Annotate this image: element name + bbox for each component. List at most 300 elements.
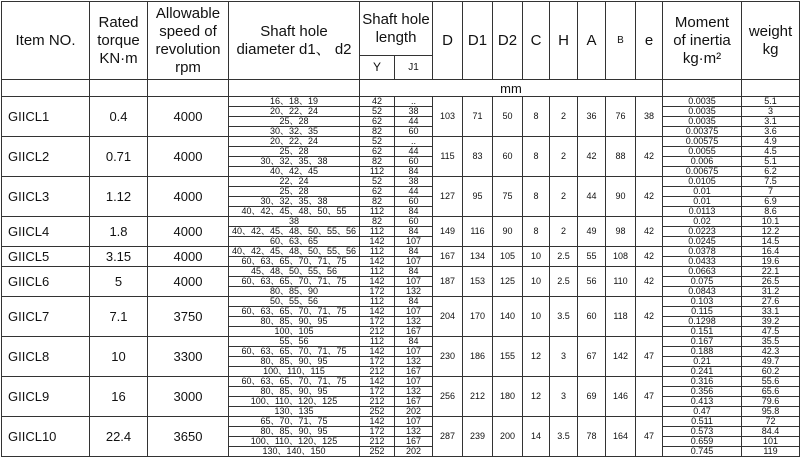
length-y: 142 bbox=[360, 417, 395, 427]
dim-d: 187 bbox=[433, 267, 463, 297]
dim-a: 49 bbox=[578, 217, 606, 247]
shaft-hole-diameter: 60、63、65、70、71、75 bbox=[229, 257, 360, 267]
moment-of-inertia: 0.0245 bbox=[663, 237, 742, 247]
header-rated-torque: Rated torque KN·m bbox=[90, 2, 148, 80]
dim-a: 56 bbox=[578, 267, 606, 297]
moment-of-inertia: 0.01 bbox=[663, 187, 742, 197]
weight: 95.8 bbox=[742, 407, 800, 417]
moment-of-inertia: 0.0843 bbox=[663, 287, 742, 297]
shaft-hole-diameter: 80、85、90、95 bbox=[229, 427, 360, 437]
shaft-hole-diameter: 25、28 bbox=[229, 117, 360, 127]
moment-of-inertia: 0.0035 bbox=[663, 117, 742, 127]
length-y: 112 bbox=[360, 167, 395, 177]
coupling-spec-table bbox=[1, 1, 800, 457]
dim-e: 42 bbox=[636, 177, 663, 217]
moment-of-inertia: 0.167 bbox=[663, 337, 742, 347]
moment-of-inertia: 0.115 bbox=[663, 307, 742, 317]
length-j1: .. bbox=[395, 137, 433, 147]
shaft-hole-diameter: 60、63、65、70、71、75 bbox=[229, 277, 360, 287]
length-j1: 107 bbox=[395, 347, 433, 357]
length-j1: 84 bbox=[395, 297, 433, 307]
weight: 5.1 bbox=[742, 97, 800, 107]
moment-of-inertia: 0.00375 bbox=[663, 127, 742, 137]
dim-e: 38 bbox=[636, 97, 663, 137]
dim-d: 287 bbox=[433, 417, 463, 457]
dim-h: 2.5 bbox=[550, 247, 578, 267]
header-A: A bbox=[578, 2, 606, 80]
moment-of-inertia: 0.413 bbox=[663, 397, 742, 407]
length-y: 112 bbox=[360, 227, 395, 237]
weight: 6.2 bbox=[742, 167, 800, 177]
dim-d1: 134 bbox=[463, 247, 493, 267]
shaft-hole-diameter: 80、85、90、95 bbox=[229, 317, 360, 327]
moment-of-inertia: 0.00575 bbox=[663, 137, 742, 147]
dim-d2: 125 bbox=[493, 267, 523, 297]
allowable-speed: 4000 bbox=[148, 177, 229, 217]
weight: 8.6 bbox=[742, 207, 800, 217]
dim-a: 78 bbox=[578, 417, 606, 457]
dim-c: 8 bbox=[523, 97, 550, 137]
shaft-hole-diameter: 80、85、90 bbox=[229, 287, 360, 297]
length-y: 212 bbox=[360, 367, 395, 377]
dim-h: 2 bbox=[550, 97, 578, 137]
length-j1: 84 bbox=[395, 207, 433, 217]
dim-d1: 170 bbox=[463, 297, 493, 337]
length-y: 142 bbox=[360, 277, 395, 287]
length-j1: 107 bbox=[395, 377, 433, 387]
length-j1: 107 bbox=[395, 257, 433, 267]
dim-c: 8 bbox=[523, 177, 550, 217]
weight: 5.1 bbox=[742, 157, 800, 167]
length-j1: 107 bbox=[395, 277, 433, 287]
dim-d: 149 bbox=[433, 217, 463, 247]
shaft-hole-diameter: 60、63、65 bbox=[229, 237, 360, 247]
moment-of-inertia: 0.0055 bbox=[663, 147, 742, 157]
dim-d2: 75 bbox=[493, 177, 523, 217]
moment-of-inertia: 0.0105 bbox=[663, 177, 742, 187]
rated-torque: 22.4 bbox=[90, 417, 148, 457]
dim-d: 204 bbox=[433, 297, 463, 337]
header-D1: D1 bbox=[463, 2, 493, 80]
weight: 16.4 bbox=[742, 247, 800, 257]
moment-of-inertia: 0.00675 bbox=[663, 167, 742, 177]
shaft-hole-diameter: 80、85、90、95 bbox=[229, 357, 360, 367]
length-y: 142 bbox=[360, 347, 395, 357]
moment-of-inertia: 0.103 bbox=[663, 297, 742, 307]
table-row bbox=[2, 297, 800, 307]
weight: 39.2 bbox=[742, 317, 800, 327]
dim-c: 10 bbox=[523, 247, 550, 267]
dim-a: 36 bbox=[578, 97, 606, 137]
length-j1: 167 bbox=[395, 397, 433, 407]
dim-e: 42 bbox=[636, 137, 663, 177]
dim-a: 42 bbox=[578, 137, 606, 177]
dim-e: 47 bbox=[636, 337, 663, 377]
shaft-hole-diameter: 45、48、50、55、56 bbox=[229, 267, 360, 277]
length-j1: 132 bbox=[395, 387, 433, 397]
length-j1: 60 bbox=[395, 217, 433, 227]
item-number: GIICL10 bbox=[2, 417, 90, 457]
length-j1: 202 bbox=[395, 407, 433, 417]
shaft-hole-diameter: 60、63、65、70、71、75 bbox=[229, 307, 360, 317]
length-y: 82 bbox=[360, 197, 395, 207]
length-y: 82 bbox=[360, 157, 395, 167]
weight: 26.5 bbox=[742, 277, 800, 287]
item-number: GIICL1 bbox=[2, 97, 90, 137]
dim-e: 42 bbox=[636, 217, 663, 247]
dim-h: 3.5 bbox=[550, 417, 578, 457]
length-j1: 167 bbox=[395, 367, 433, 377]
length-y: 172 bbox=[360, 387, 395, 397]
weight: 79.6 bbox=[742, 397, 800, 407]
length-j1: 38 bbox=[395, 177, 433, 187]
dim-h: 3 bbox=[550, 377, 578, 417]
weight: 7.5 bbox=[742, 177, 800, 187]
length-y: 172 bbox=[360, 317, 395, 327]
header-shaft-hole-diameter: Shaft hole diameter d1、 d2 bbox=[229, 2, 360, 80]
weight: 4.5 bbox=[742, 147, 800, 157]
length-j1: 44 bbox=[395, 147, 433, 157]
shaft-hole-diameter: 100、110、120、125 bbox=[229, 437, 360, 447]
dim-d2: 200 bbox=[493, 417, 523, 457]
rated-torque: 5 bbox=[90, 267, 148, 297]
shaft-hole-diameter: 100、110、115 bbox=[229, 367, 360, 377]
dim-b: 110 bbox=[606, 267, 636, 297]
shaft-hole-diameter: 40、42、45、48、50、55 bbox=[229, 207, 360, 217]
dim-b: 76 bbox=[606, 97, 636, 137]
dim-c: 10 bbox=[523, 267, 550, 297]
allowable-speed: 4000 bbox=[148, 137, 229, 177]
header-allowable-speed: Allowable speed of revolution rpm bbox=[148, 2, 229, 80]
dim-d: 115 bbox=[433, 137, 463, 177]
allowable-speed: 4000 bbox=[148, 217, 229, 247]
header-weight: weight kg bbox=[742, 2, 800, 80]
dim-a: 67 bbox=[578, 337, 606, 377]
dim-e: 42 bbox=[636, 267, 663, 297]
item-number: GIICL5 bbox=[2, 247, 90, 267]
moment-of-inertia: 0.573 bbox=[663, 427, 742, 437]
weight: 4.9 bbox=[742, 137, 800, 147]
moment-of-inertia: 0.188 bbox=[663, 347, 742, 357]
allowable-speed: 3000 bbox=[148, 377, 229, 417]
header-D: D bbox=[433, 2, 463, 80]
dim-b: 164 bbox=[606, 417, 636, 457]
shaft-hole-diameter: 55、56 bbox=[229, 337, 360, 347]
rated-torque: 7.1 bbox=[90, 297, 148, 337]
moment-of-inertia: 0.47 bbox=[663, 407, 742, 417]
length-y: 212 bbox=[360, 397, 395, 407]
length-y: 212 bbox=[360, 327, 395, 337]
header-C: C bbox=[523, 2, 550, 80]
weight: 65.6 bbox=[742, 387, 800, 397]
length-j1: 84 bbox=[395, 337, 433, 347]
moment-of-inertia: 0.356 bbox=[663, 387, 742, 397]
length-j1: 132 bbox=[395, 317, 433, 327]
table-row bbox=[2, 267, 800, 277]
dim-d: 127 bbox=[433, 177, 463, 217]
shaft-hole-diameter: 38 bbox=[229, 217, 360, 227]
length-y: 112 bbox=[360, 207, 395, 217]
weight: 6.9 bbox=[742, 197, 800, 207]
moment-of-inertia: 0.0113 bbox=[663, 207, 742, 217]
moment-of-inertia: 0.511 bbox=[663, 417, 742, 427]
rated-torque: 16 bbox=[90, 377, 148, 417]
header-e: e bbox=[636, 2, 663, 80]
weight: 47.5 bbox=[742, 327, 800, 337]
allowable-speed: 4000 bbox=[148, 247, 229, 267]
allowable-speed: 4000 bbox=[148, 267, 229, 297]
weight: 3.1 bbox=[742, 117, 800, 127]
moment-of-inertia: 0.0223 bbox=[663, 227, 742, 237]
shaft-hole-diameter: 100、110、120、125 bbox=[229, 397, 360, 407]
header-item-no: Item NO. bbox=[2, 2, 90, 80]
length-j1: 132 bbox=[395, 287, 433, 297]
dim-d1: 116 bbox=[463, 217, 493, 247]
weight: 55.6 bbox=[742, 377, 800, 387]
length-j1: 107 bbox=[395, 237, 433, 247]
item-number: GIICL3 bbox=[2, 177, 90, 217]
moment-of-inertia: 0.0433 bbox=[663, 257, 742, 267]
dim-h: 3.5 bbox=[550, 297, 578, 337]
weight: 14.5 bbox=[742, 237, 800, 247]
weight: 3 bbox=[742, 107, 800, 117]
length-j1: 132 bbox=[395, 427, 433, 437]
length-y: 112 bbox=[360, 247, 395, 257]
weight: 10.1 bbox=[742, 217, 800, 227]
length-y: 62 bbox=[360, 187, 395, 197]
shaft-hole-diameter: 20、22、24 bbox=[229, 137, 360, 147]
length-j1: 60 bbox=[395, 197, 433, 207]
shaft-hole-diameter: 20、22、24 bbox=[229, 107, 360, 117]
rated-torque: 0.4 bbox=[90, 97, 148, 137]
allowable-speed: 3650 bbox=[148, 417, 229, 457]
length-j1: 107 bbox=[395, 417, 433, 427]
length-j1: 132 bbox=[395, 357, 433, 367]
shaft-hole-diameter: 40、42、45 bbox=[229, 167, 360, 177]
moment-of-inertia: 0.0035 bbox=[663, 97, 742, 107]
length-y: 142 bbox=[360, 237, 395, 247]
table-row bbox=[2, 137, 800, 147]
dim-d1: 83 bbox=[463, 137, 493, 177]
dim-b: 146 bbox=[606, 377, 636, 417]
moment-of-inertia: 0.01 bbox=[663, 197, 742, 207]
length-j1: .. bbox=[395, 97, 433, 107]
dim-h: 2 bbox=[550, 177, 578, 217]
length-y: 42 bbox=[360, 97, 395, 107]
dim-c: 8 bbox=[523, 137, 550, 177]
shaft-hole-diameter: 130、135 bbox=[229, 407, 360, 417]
shaft-hole-diameter: 60、63、65、70、71、75 bbox=[229, 347, 360, 357]
weight: 84.4 bbox=[742, 427, 800, 437]
length-y: 172 bbox=[360, 287, 395, 297]
item-number: GIICL4 bbox=[2, 217, 90, 247]
dim-c: 14 bbox=[523, 417, 550, 457]
length-j1: 60 bbox=[395, 127, 433, 137]
weight: 49.7 bbox=[742, 357, 800, 367]
length-j1: 44 bbox=[395, 117, 433, 127]
weight: 12.2 bbox=[742, 227, 800, 237]
moment-of-inertia: 0.1298 bbox=[663, 317, 742, 327]
shaft-hole-diameter: 25、28 bbox=[229, 147, 360, 157]
weight: 42.3 bbox=[742, 347, 800, 357]
length-y: 52 bbox=[360, 107, 395, 117]
length-j1: 84 bbox=[395, 227, 433, 237]
item-number: GIICL9 bbox=[2, 377, 90, 417]
dim-h: 2.5 bbox=[550, 267, 578, 297]
dim-d2: 180 bbox=[493, 377, 523, 417]
length-y: 82 bbox=[360, 217, 395, 227]
dim-d1: 71 bbox=[463, 97, 493, 137]
length-j1: 202 bbox=[395, 447, 433, 457]
allowable-speed: 4000 bbox=[148, 97, 229, 137]
moment-of-inertia: 0.075 bbox=[663, 277, 742, 287]
dim-d2: 60 bbox=[493, 137, 523, 177]
dim-e: 42 bbox=[636, 247, 663, 267]
header-length-j1: J1 bbox=[395, 56, 433, 80]
table-row bbox=[2, 217, 800, 227]
length-y: 172 bbox=[360, 427, 395, 437]
moment-of-inertia: 0.006 bbox=[663, 157, 742, 167]
allowable-speed: 3750 bbox=[148, 297, 229, 337]
length-y: 112 bbox=[360, 297, 395, 307]
header-D2: D2 bbox=[493, 2, 523, 80]
weight: 31.2 bbox=[742, 287, 800, 297]
moment-of-inertia: 0.151 bbox=[663, 327, 742, 337]
length-j1: 60 bbox=[395, 157, 433, 167]
length-y: 172 bbox=[360, 357, 395, 367]
header-H: H bbox=[550, 2, 578, 80]
length-j1: 84 bbox=[395, 247, 433, 257]
dim-d1: 212 bbox=[463, 377, 493, 417]
rated-torque: 0.71 bbox=[90, 137, 148, 177]
table-row bbox=[2, 417, 800, 427]
length-j1: 44 bbox=[395, 187, 433, 197]
dim-h: 2 bbox=[550, 137, 578, 177]
rated-torque: 10 bbox=[90, 337, 148, 377]
weight: 27.6 bbox=[742, 297, 800, 307]
rated-torque: 1.12 bbox=[90, 177, 148, 217]
moment-of-inertia: 0.316 bbox=[663, 377, 742, 387]
length-y: 52 bbox=[360, 137, 395, 147]
length-y: 142 bbox=[360, 307, 395, 317]
units-label: mm bbox=[360, 80, 663, 97]
dim-c: 12 bbox=[523, 337, 550, 377]
spec-table-body bbox=[2, 80, 800, 457]
item-number: GIICL2 bbox=[2, 137, 90, 177]
length-y: 112 bbox=[360, 267, 395, 277]
dim-d2: 140 bbox=[493, 297, 523, 337]
length-j1: 84 bbox=[395, 267, 433, 277]
dim-h: 3 bbox=[550, 337, 578, 377]
dim-a: 60 bbox=[578, 297, 606, 337]
weight: 35.5 bbox=[742, 337, 800, 347]
dim-a: 55 bbox=[578, 247, 606, 267]
length-y: 112 bbox=[360, 337, 395, 347]
shaft-hole-diameter: 40、42、45、48、50、55、56 bbox=[229, 247, 360, 257]
dim-a: 44 bbox=[578, 177, 606, 217]
length-j1: 38 bbox=[395, 107, 433, 117]
dim-d1: 95 bbox=[463, 177, 493, 217]
dim-a: 69 bbox=[578, 377, 606, 417]
dim-b: 108 bbox=[606, 247, 636, 267]
table-row bbox=[2, 337, 800, 347]
dim-d1: 153 bbox=[463, 267, 493, 297]
dim-d: 230 bbox=[433, 337, 463, 377]
header-B: B bbox=[606, 2, 636, 80]
length-j1: 107 bbox=[395, 307, 433, 317]
length-y: 142 bbox=[360, 377, 395, 387]
length-y: 212 bbox=[360, 437, 395, 447]
table-row bbox=[2, 247, 800, 257]
dim-b: 142 bbox=[606, 337, 636, 377]
dim-h: 2 bbox=[550, 217, 578, 247]
moment-of-inertia: 0.0378 bbox=[663, 247, 742, 257]
dim-c: 10 bbox=[523, 297, 550, 337]
dim-b: 98 bbox=[606, 217, 636, 247]
length-y: 142 bbox=[360, 257, 395, 267]
dim-d2: 155 bbox=[493, 337, 523, 377]
weight: 19.6 bbox=[742, 257, 800, 267]
dim-d1: 186 bbox=[463, 337, 493, 377]
table-row bbox=[2, 97, 800, 107]
shaft-hole-diameter: 65、70、71、75 bbox=[229, 417, 360, 427]
dim-e: 47 bbox=[636, 377, 663, 417]
shaft-hole-diameter: 22、24 bbox=[229, 177, 360, 187]
length-y: 52 bbox=[360, 177, 395, 187]
moment-of-inertia: 0.02 bbox=[663, 217, 742, 227]
shaft-hole-diameter: 80、85、90、95 bbox=[229, 387, 360, 397]
units-row bbox=[2, 80, 800, 97]
shaft-hole-diameter: 40、42、45、48、50、55、56 bbox=[229, 227, 360, 237]
dim-d: 256 bbox=[433, 377, 463, 417]
moment-of-inertia: 0.21 bbox=[663, 357, 742, 367]
weight: 119 bbox=[742, 447, 800, 457]
dim-b: 118 bbox=[606, 297, 636, 337]
rated-torque: 1.8 bbox=[90, 217, 148, 247]
length-j1: 84 bbox=[395, 167, 433, 177]
weight: 33.1 bbox=[742, 307, 800, 317]
weight: 72 bbox=[742, 417, 800, 427]
shaft-hole-diameter: 25、28 bbox=[229, 187, 360, 197]
weight: 60.2 bbox=[742, 367, 800, 377]
shaft-hole-diameter: 130、140、150 bbox=[229, 447, 360, 457]
dim-b: 90 bbox=[606, 177, 636, 217]
dim-c: 8 bbox=[523, 217, 550, 247]
length-j1: 167 bbox=[395, 327, 433, 337]
length-y: 82 bbox=[360, 127, 395, 137]
dim-d2: 105 bbox=[493, 247, 523, 267]
dim-e: 47 bbox=[636, 417, 663, 457]
table-row bbox=[2, 377, 800, 387]
header-moment-of-inertia: Moment of inertia kg·m² bbox=[663, 2, 742, 80]
shaft-hole-diameter: 100、105 bbox=[229, 327, 360, 337]
dim-c: 12 bbox=[523, 377, 550, 417]
dim-d2: 90 bbox=[493, 217, 523, 247]
moment-of-inertia: 0.659 bbox=[663, 437, 742, 447]
shaft-hole-diameter: 30、32、35、38 bbox=[229, 157, 360, 167]
dim-d: 103 bbox=[433, 97, 463, 137]
moment-of-inertia: 0.0035 bbox=[663, 107, 742, 117]
dim-d2: 50 bbox=[493, 97, 523, 137]
header-shaft-hole-length: Shaft hole length bbox=[360, 2, 433, 56]
dim-d1: 239 bbox=[463, 417, 493, 457]
weight: 3.6 bbox=[742, 127, 800, 137]
header-length-y: Y bbox=[360, 56, 395, 80]
shaft-hole-diameter: 50、55、56 bbox=[229, 297, 360, 307]
item-number: GIICL8 bbox=[2, 337, 90, 377]
length-y: 252 bbox=[360, 447, 395, 457]
dim-b: 88 bbox=[606, 137, 636, 177]
